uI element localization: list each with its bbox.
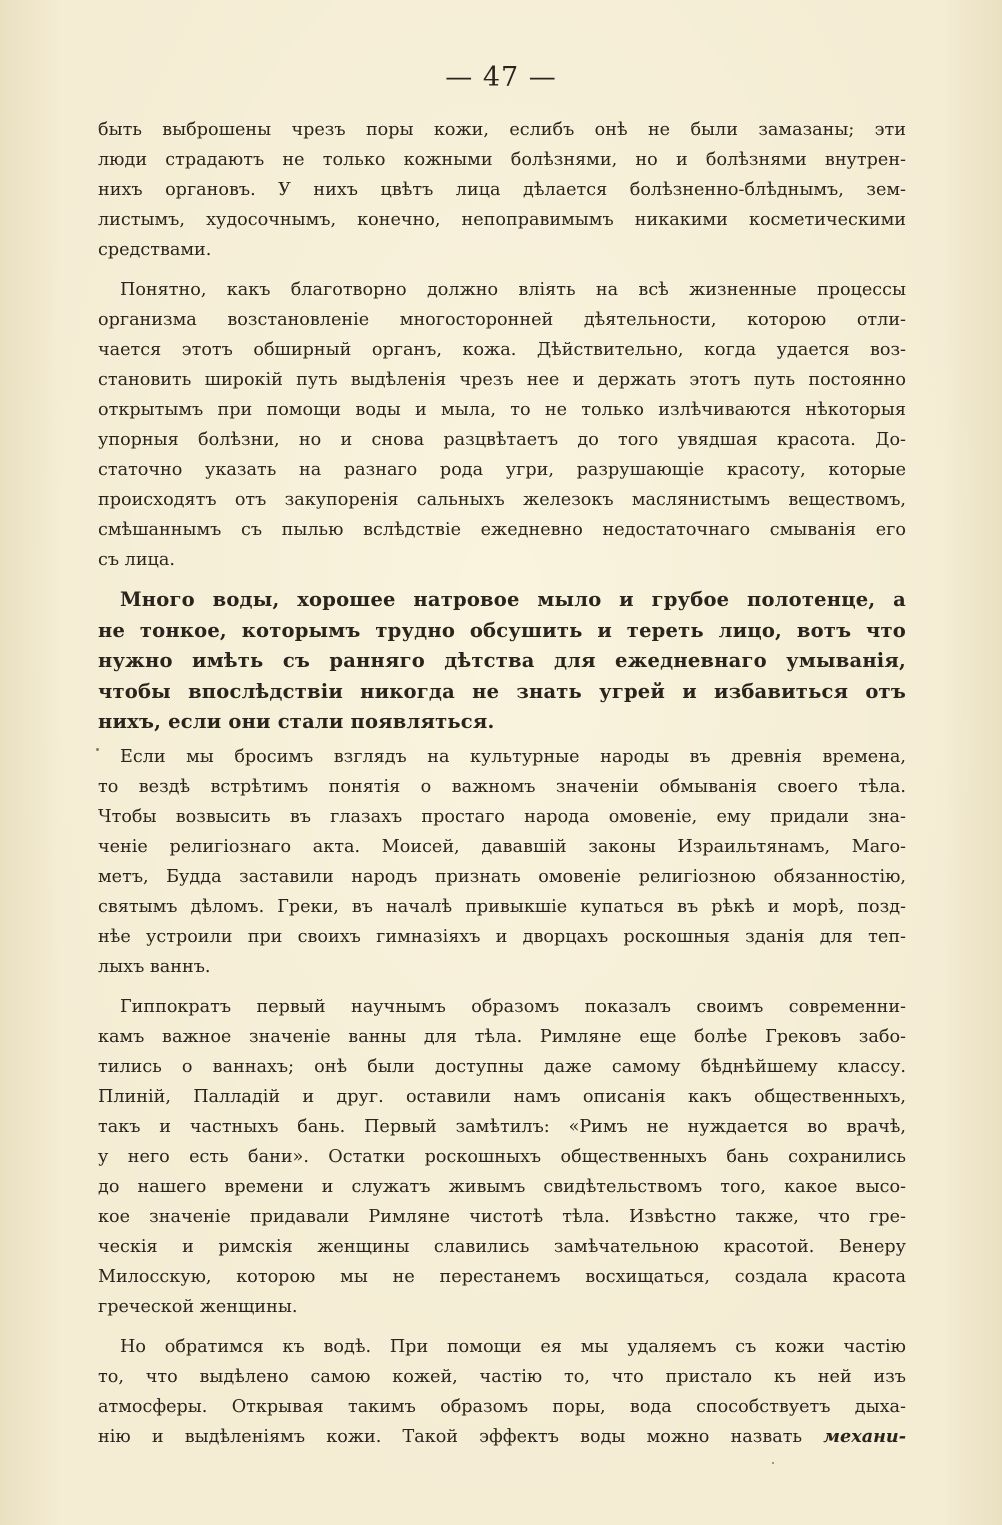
text-line-start: нію и выдѣленіямъ кожи. Такой эффектъ воды можно назвать [98,1426,803,1447]
italic-word: механи- [823,1425,907,1447]
text-line: открытымъ при помощи воды и мыла, то не только излѣчиваются нѣкоторыя [98,400,906,420]
text-line: камъ важное значеніе ванны для тѣла. Римляне еще болѣе Грековъ забо- [98,1026,906,1047]
text-line: ченіе религіознаго акта. Моисей, дававшій законы Израильтянамъ, Маго- [98,836,906,857]
text-line: Милосскую, которою мы не перестанемъ восхищаться, создала красота [98,1266,906,1287]
text-line: Чтобы возвысить въ глазахъ простаго народа омовеніе, ему придали зна- [98,806,906,827]
text-line: кое значеніе придавали Римляне чистотѣ тѣла. Извѣстно также, что гре- [98,1206,906,1227]
paragraph [98,992,906,1322]
text-line: лыхъ ваннъ. [98,956,211,977]
text-line: нихъ органовъ. У нихъ цвѣтъ лица дѣлается болѣзненно-блѣднымъ, зем- [98,180,906,200]
text-line: Много воды, хорошее натровое мыло и грубое полотенце, а [120,588,906,611]
text-line [98,1422,906,1452]
text-line: Если мы бросимъ взглядъ на культурные народы въ древнія времена, [120,746,906,767]
text-line: Гиппократъ первый научнымъ образомъ показалъ своимъ современни- [120,996,906,1017]
text-line: не тонкое, которымъ трудно обсушить и тереть лицо, вотъ что [98,618,906,642]
text-line: съ лица. [98,550,175,570]
text-line: такъ и частныхъ бань. Первый замѣтилъ: «Римъ не нуждается во врачѣ, [98,1116,906,1137]
text-line: греческой женщины. [98,1296,298,1317]
text-line: у него есть бани». Остатки роскошныхъ общественныхъ бань сохранились [98,1146,906,1167]
text-line: Плиній, Палладій и друг. оставили намъ описанія какъ общественныхъ, [98,1086,906,1107]
text-line: святымъ дѣломъ. Греки, въ началѣ привыкшіе купаться въ рѣкѣ и морѣ, позд- [98,896,906,917]
text-line: упорныя болѣзни, но и снова разцвѣтаетъ до того увядшая красота. До- [98,430,906,450]
text-line: атмосферы. Открывая такимъ образомъ поры, вода способствуетъ дыха- [98,1396,906,1417]
paragraph [98,1332,906,1452]
text-line: тились о ваннахъ; онѣ были доступны даже самому бѣднѣйшему классу. [98,1056,906,1077]
ink-speck [96,748,99,751]
text-line: люди страдаютъ не только кожными болѣзнями, но и болѣзнями внутрен- [98,150,906,170]
text-line: Понятно, какъ благотворно должно влiять на всѣ жизненные процессы [120,280,906,300]
text-line: то вездѣ встрѣтимъ понятія о важномъ значеніи обмыванія своего тѣла. [98,776,906,797]
text-line: нихъ, если они стали появляться. [98,710,495,733]
text-line: Но обратимся къ водѣ. При помощи ея мы удаляемъ съ кожи частію [120,1336,906,1357]
paragraph [98,742,906,982]
page-text [98,115,906,1452]
text-line: до нашего времени и служатъ живымъ свидѣтельствомъ того, какое высо- [98,1176,906,1197]
text-line: листымъ, худосочнымъ, конечно, непоправимымъ никакими косметическими [98,210,906,230]
text-line: средствами. [98,240,212,260]
text-line: нужно имѣть съ ранняго дѣтства для ежедневнаго умыванія, [98,649,906,672]
paragraph [98,275,906,575]
text-line: то, что выдѣлено самою кожей, частію то, что пристало къ ней изъ [98,1366,906,1387]
text-line: чтобы впослѣдствіи никогда не знать угрей и избавиться отъ [98,679,906,703]
text-line: происходятъ отъ закупоренія сальныхъ железокъ маслянистымъ веществомъ, [98,490,906,510]
text-line: чается этотъ обширный органъ, кожа. Дѣйствительно, когда удается воз- [98,340,906,360]
text-line: быть выброшены чрезъ поры кожи, еслибъ онѣ не были замазаны; эти [98,120,906,140]
text-line: становить широкій путь выдѣленія чрезъ нее и держать этотъ путь постоянно [98,370,906,390]
page-number: — 47 — [445,62,557,93]
text-line: метъ, Будда заставили народъ признать омовеніе религіозною обязанностію, [98,866,906,887]
text-line: организма возстановленіе многосторонней дѣятельности, которою отли- [98,310,906,330]
ink-speck [772,1462,774,1464]
text-line: нѣе устроили при своихъ гимназіяхъ и дворцахъ роскошныя зданія для теп- [98,926,906,947]
paragraph [98,115,906,265]
text-line: смѣшаннымъ съ пылью вслѣдствіе ежедневно недостаточнаго смыванія его [98,520,906,540]
text-line: ческія и римскія женщины славились замѣчательною красотой. Венеру [98,1236,906,1257]
bold-paragraph [98,585,906,738]
text-line: статочно указать на разнаго рода угри, разрушающіе красоту, которые [98,460,906,480]
